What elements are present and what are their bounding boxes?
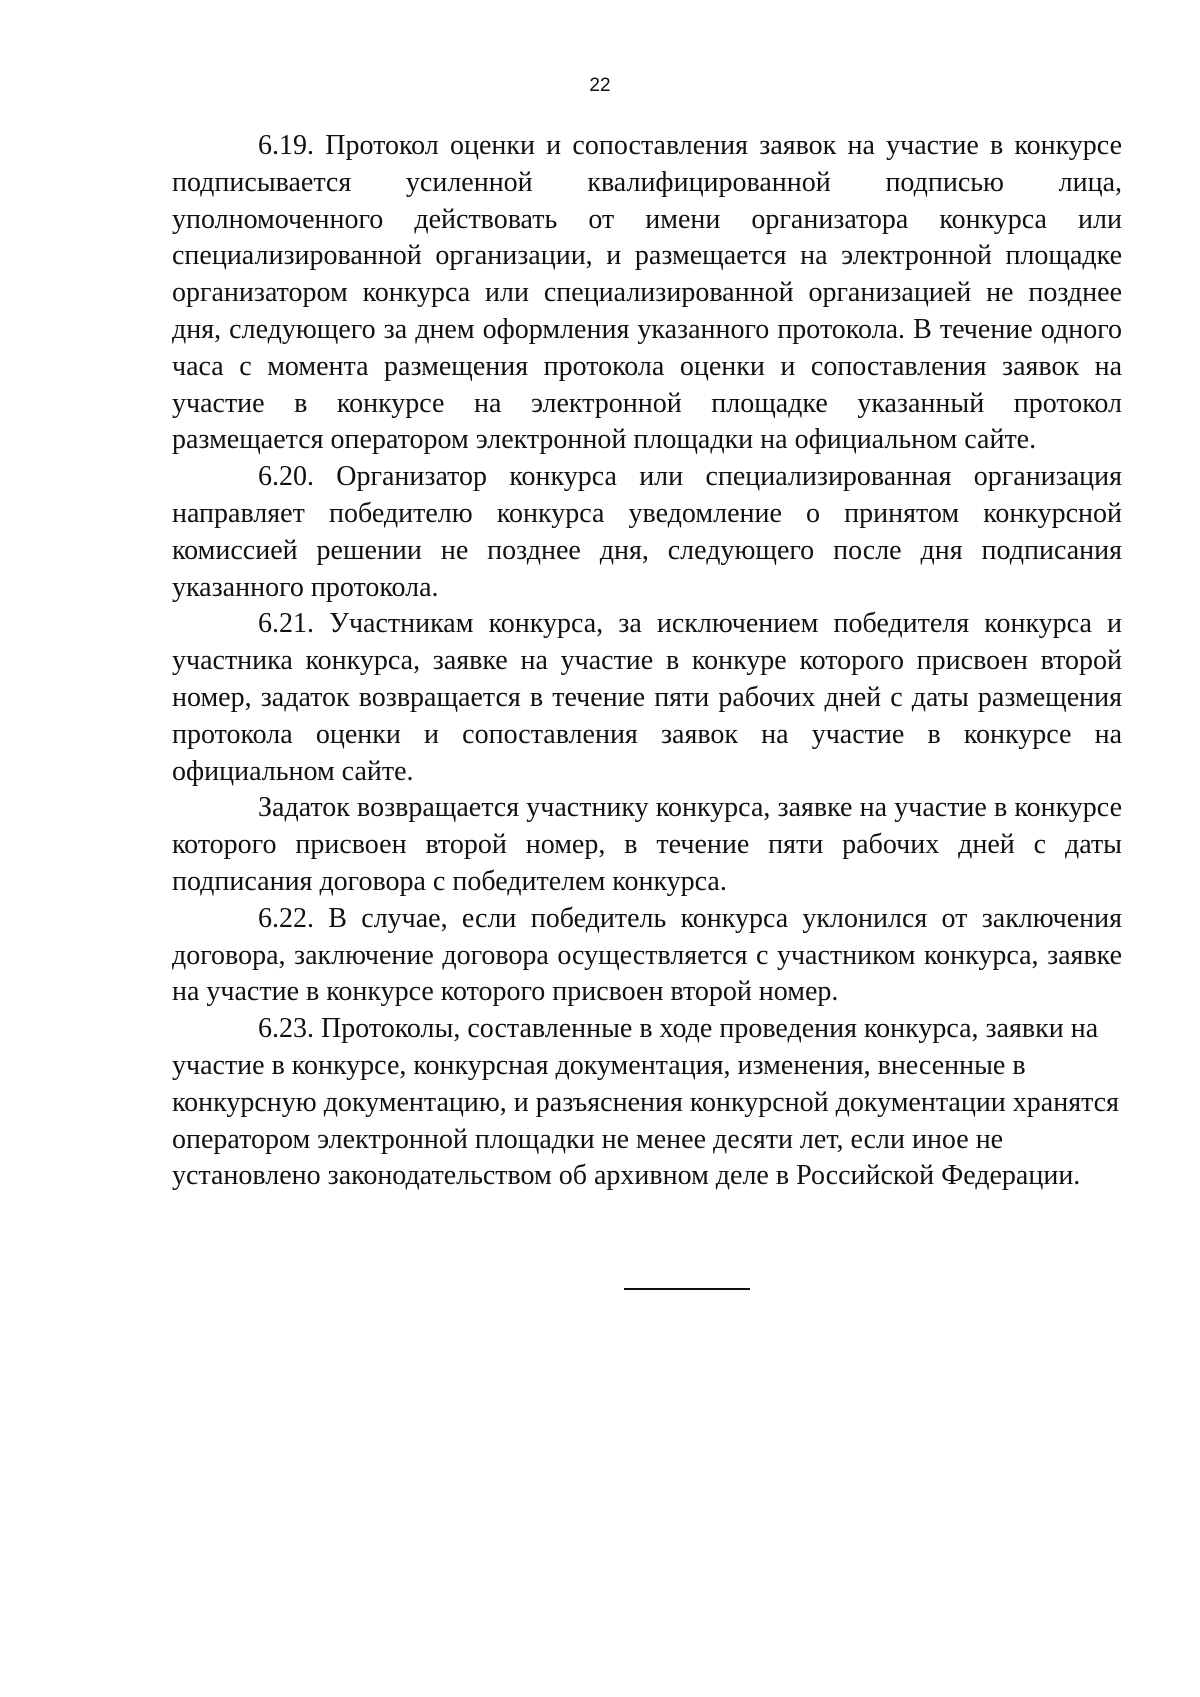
page-number: 22 xyxy=(589,75,611,96)
paragraph-6-20: 6.20. Организатор конкурса или специализированная организация направляет победителю конкурса уведомление о принятом конкурсной комиссией решении не позднее дня, следующего после дня подписания указанного протокола. xyxy=(172,461,1122,603)
paragraph-6-21: 6.21. Участникам конкурса, за исключением победителя конкурса и участника конкурса, заявке на участие в конкуре которого присвоен второй номер, задаток возвращается в течение пяти рабочих дней с даты размещения протокола оценки и сопоставления заявок на участие в конкурсе на официальном сайте. xyxy=(172,608,1122,787)
end-of-document-rule xyxy=(624,1288,750,1290)
document-body xyxy=(172,128,1122,1195)
paragraph-6-22: 6.22. В случае, если победитель конкурса уклонился от заключения договора, заключение договора осуществляется с участником конкурса, заявке на участие в конкурсе которого присвоен второй номер. xyxy=(172,902,1122,1008)
paragraph-6-23: 6.23. Протоколы, составленные в ходе проведения конкурса, заявки на участие в конкурсе, конкурсная документация, изменения, внесенные в конкурсную документацию, и разъяснения конкурсной документации хранятся оператором электронной площадки не менее десяти лет, если иное не установлено законодательством об архивном деле в Российской Федерации. xyxy=(172,1013,1119,1192)
paragraph-6-21-deposit: Задаток возвращается участнику конкурса, заявке на участие в конкурсе которого присвоен второй номер, в течение пяти рабочих дней с даты подписания договора с победителем конкурса. xyxy=(172,792,1122,897)
paragraph-6-19: 6.19. Протокол оценки и сопоставления заявок на участие в конкурсе подписывается усиленной квалифицированной подписью лица, уполномоченного действовать от имени организатора конкурса или специализированной организации, и размещается на электронной площадке организатором конкурса или специализированной организацией не позднее дня, следующего за днем оформления указанного протокола. В течение одного часа с момента размещения протокола оценки и сопоставления заявок на участие в конкурсе на электронной площадке указанный протокол размещается оператором электронной площадки на официальном сайте. xyxy=(172,130,1122,456)
